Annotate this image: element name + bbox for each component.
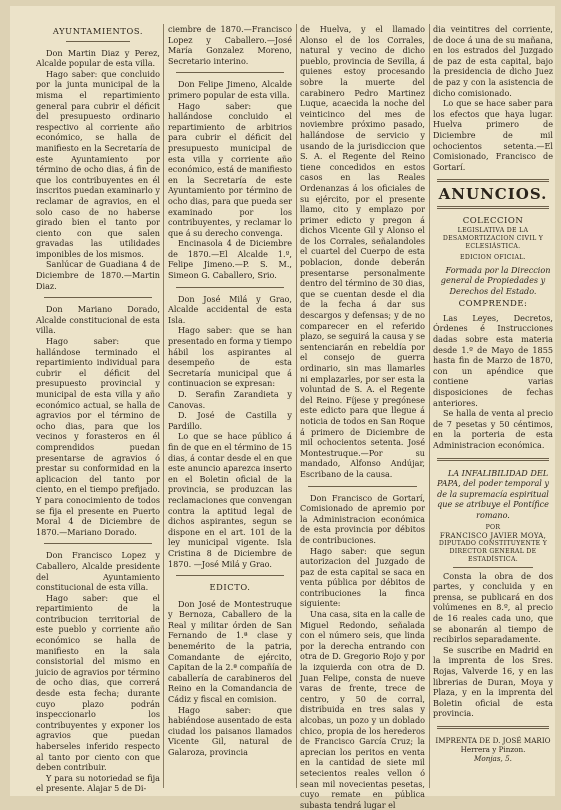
divider (66, 41, 130, 42)
divider (176, 72, 284, 73)
notice-body: Hago saber: que hallándose concluido el repartimiento de arbitrios para cubrir el déficit del presupuesto municipal de esta villa y corriente año económico, está de manifiesto en la Secretaría de este Ayuntamiento por término de ocho dias, para que pueda ser examinado por los contribuyentes, y reclamar lo que á su derecho convenga. (168, 100, 293, 238)
divider (453, 567, 533, 568)
notice-jose-mila (168, 294, 292, 569)
notice-body: ciembre de 1870.—Francisco Lopez y Caballero.—José María Gonzalez Moreno, Secretario interino. (168, 24, 292, 66)
notice-mariano-dorado (36, 304, 160, 537)
section-title-anuncios: ANUNCIOS. (438, 185, 548, 204)
ad-body: Las Leyes, Decretos, Órdenes é Instrucciones dadas sobre esta materia desde 1.º de Mayo de 1855 hasta fin de Marzo de 1870, con un apéndice que contiene varias disposiciones de fechas anteriores. (433, 312, 553, 408)
column-divider (296, 24, 297, 788)
ad-author-role: DIPUTADO CONSTITUYENTE Y DIRECTOR GENERAL DE ESTADÍSTICA. (438, 539, 548, 563)
notice-body: Hago saber: que hallándose terminado el repartimiento individual para cubrir el déficit del presupuesto provincial y municipal de esta villa y año económico actual, se halla de agravios por el término de ocho dias, para que los vecinos y forasteros en él comprendidos puedan presentarse de agravios ó prestar su conformidad en la aplicacion del tanto por ciento, en el tiempo prefijado. Y para conocimiento de todos se fija el presente en Puerto Moral 4 de Diciembre de 1870.—Mariano Dorado. (36, 336, 160, 537)
divider (44, 543, 152, 544)
divider (308, 486, 417, 487)
imprint-line: IMPRENTA DE D. JOSÉ MARIO Herrera y Pinzon. (435, 735, 551, 754)
notice-francisco-gortari (300, 493, 425, 810)
column-divider (429, 24, 430, 788)
divider (437, 726, 549, 729)
notice-body: Lo que se hace público á fin de que en el término de 15 dias, á contar desde el en que este anuncio aparezca inserto en el Boletin oficial de la provincia, se produzcan las reclamaciones que convengan contra la aptitud legal de dichos aspirantes, segun se dispone en el art. 101 de la ley municipal vigente. Isla Cristina 8 de Diciembre de 1870. —José Milá y Grao. (168, 431, 292, 569)
notice-heading: Don Felipe Jimeno, Alcalde primero popular de esta villa. (168, 79, 292, 100)
notice-signature: Sanlúcar de Guadiana 4 de Diciembre de 1870.—Martin Diaz. (36, 259, 160, 291)
notice-heading: Don Francisco de Gortarí, Comisionado de apremio por la Administracion económica de esta provincia por débitos de contribuciones. (300, 492, 425, 545)
notice-body: Una casa, sita en la calle de Miguel Redondo, señalada con el número seis, que linda por la derecha entrando con otra de D. Gregorio Rojo y por la izquierda con otra de D. Juan Felipe, consta de nueve varas de frente, trece de centro, y 50 de corral, distribuida en tres salas y alcobas, un pozo y un doblado chico, propia de los herederos de Francisco García Cruz; la aprecian los peritos en venta en la cantidad de siete mil setecientos reales vellon ó sean mil novecientas pesetas, cuyo remate en pública subasta tendrá lugar el (300, 609, 425, 810)
notice-edicto (168, 599, 292, 758)
divider (437, 206, 549, 209)
ad-title: LA INFALIBILIDAD DEL PAPA, del poder temporal y de la supremacía espiritual que se atribuye el Pontífice romano. (436, 467, 550, 520)
column-divider (163, 24, 164, 788)
divider (44, 297, 152, 298)
imprint-address: Monjas, 5. (474, 753, 512, 763)
printer-imprint (433, 736, 553, 763)
notice-gortari-continuation (433, 24, 553, 172)
notice-signature: Encinasola 4 de Diciembre de 1870.—El Alcalde 1.º, Felipe Jimeno.—P. S. M., Simeon G. Caballero, Srio. (168, 238, 292, 281)
ad-body: Se halla de venta al precio de 7 pesetas y 50 céntimos, en la porteria de esta Administracion económica. (433, 408, 553, 450)
ad-body: Se suscribe en Madrid en la imprenta de los Sres. Rojas, Valverde 16, y en las librerias de Duran, Moya y Plaza, y en la imprenta del Boletin oficial de esta provincia. (433, 644, 553, 719)
column-2 (168, 24, 292, 790)
column-1 (36, 24, 160, 794)
notice-heading: Don José Milá y Grao, Alcalde accidental de esta Isla. (168, 293, 292, 325)
notice-edicto-continuation (300, 24, 425, 480)
divider (437, 458, 549, 461)
notice-body: de Huelva, y el llamado Alonso el de los Corrales, natural y vecino de dicho pueblo, provincia de Sevilla, á quienes estoy procesando sobre la muerte del carabinero Pedro Martinez Luque, acaecida la noche del veinticinco del mes de noviembre próximo pasado, hallándose de servicio y usando de la jurisdiccion que S. A. el Regente del Reino tiene concedidos en estos casos en las Reales Ordenanzas á los oficiales de su ejército, por el presente llamo, cito y emplazo por primer edicto y pregon á dichos Vicente Gil y Alonso el de los Corrales, señalandoles el cuartel del Cuerpo de esta poblacion, donde deberán presentarse personalmente dentro del término de 30 dias, que se cuentan desde el dia de la fecha á dar sus descargos y defensas; y de no comparecer en el referido plazo, se seguirá la causa y se sentenciarán en rebeldía por el consejo de guerra ordinario, sin mas llamarles ni emplazarles, por ser esta la voluntad de S. A. el Regente del Reino. Fíjese y pregónese este edicto para que llegue á noticia de todos en San Roque á primero de Diciembre de mil ochocientos setenta. José Montestruque.—Por su mandado, Alfonso Andújar, Escribano de la causa. (300, 24, 425, 479)
notice-martin-diaz (36, 48, 160, 292)
ad-formed: Formada por la Direccion general de Propiedades y Derechos del Estado. (440, 264, 551, 296)
ad-por: POR (485, 523, 501, 531)
divider (176, 575, 284, 576)
ad-infalibilidad (433, 468, 553, 719)
notice-continuation (168, 24, 292, 66)
divider (176, 287, 284, 288)
notice-francisco-lopez (36, 550, 160, 794)
notice-heading: Don Mariano Dorado, Alcalde constitucional de esta villa. (36, 304, 160, 336)
column-4 (433, 24, 553, 790)
notice-body: D. José de Castilla y Pardillo. (168, 410, 292, 431)
notice-felipe-jimeno (168, 79, 292, 280)
ad-comprende: COMPRENDE: (458, 299, 528, 310)
notice-body: dia veintitres del corriente, de doce á una de su mañana, en los estrados del Juzgado de paz de esta capital, bajo la presidencia de dicho Juez de paz y con la asistencia de dicho comisionado. (433, 24, 553, 98)
notice-body: Hago saber: que el repartimiento de la contribucion territorial de este pueblo y corriente año económico se halla de manifiesto en la sala consistorial del mismo en juicio de agravios por término de ocho dias, que correrá desde esta fecha; durante cuyo plazo podrán inspeccionarlo los contribuyentes y exponer los agravios que puedan haberseles inferido respecto al tanto por ciento con que deben contribuir. (36, 592, 160, 773)
ad-subtitle: LEGISLATIVA DE LA DESAMORTIZACION CIVIL Y ECLESIÁSTICA. (442, 226, 544, 250)
section-title-ayuntamientos: AYUNTAMIENTOS. (52, 26, 144, 36)
notice-body: Hago saber: que habiéndose ausentado de esta ciudad los paisanos llamados Vicente Gil, natural de Galaroza, provincia (168, 704, 292, 757)
notice-heading: Don Francisco Lopez y Caballero, Alcalde presidente del Ayuntamiento constitucional de esta villa. (36, 550, 160, 593)
notice-heading: Don José de Montestruque y Bernoza, Caballero de la Real y militar órden de San Fernando de 1.ª clase y benemérito de la patria, Comandante de ejército, Capitan de la 2.ª compañía de caballería de carabineros del Reino en la Comandancia de Cádiz y fiscal en comision. (168, 598, 292, 705)
ad-title: COLECCION (462, 215, 524, 226)
ad-edition: EDICION OFICIAL. (460, 253, 526, 261)
notice-body: Hago saber: que se han presentado en forma y tiempo hábil los aspirantes al desempeño de esta Secretaría municipal que á continuacion se expresan: (168, 325, 292, 389)
notice-heading: Don Martin Diaz y Perez, Alcalde popular de esta villa. (36, 47, 160, 69)
notice-body: Lo que se hace saber para los efectos que haya lugar. Huelva primero de Diciembre de mil ochocientos setenta.—El Comisionado, Francisco de Gortarí. (433, 98, 553, 172)
divider (437, 179, 549, 182)
ad-author: FRANCISCO JAVIER MOYA, (439, 531, 547, 540)
column-3 (300, 24, 425, 810)
notice-body: Y para su notoriedad se fija el presente. Alajar 5 de Di- (36, 772, 160, 794)
ad-coleccion (433, 216, 553, 451)
notice-body: Hago saber: que segun autorizacion del Juzgado de paz de esta capital se saca en venta pública por débitos de contribuciones la finca siguiente: (300, 545, 425, 609)
ad-body: Consta la obra de dos partes, y concluida y en prensa, se publicará en dos volúmenes en 8.º, al precio de 16 reales cada uno, que se abonarán al tiempo de recibirlos separadamente. (433, 570, 553, 645)
notice-body: Hago saber: que concluido por la junta municipal de la misma el repartimiento general para cubrir el déficit del presupuesto ordinario respectivo al corriente año económico, se halla de manifiesto en la Secretaría de este Ayuntamiento por término de ocho dias, á fin de que los contribuyentes en él inscritos puedan examinarlo y reclamar de agravios, en el solo caso de no haberse girado bien el tanto por ciento con que salen gravadas las utilidades imponibles de los mismos. (36, 68, 160, 259)
section-title-edicto: EDICTO. (209, 582, 251, 593)
newspaper-page (10, 6, 555, 810)
notice-body: D. Serafin Zarandieta y Canovas. (168, 389, 292, 410)
